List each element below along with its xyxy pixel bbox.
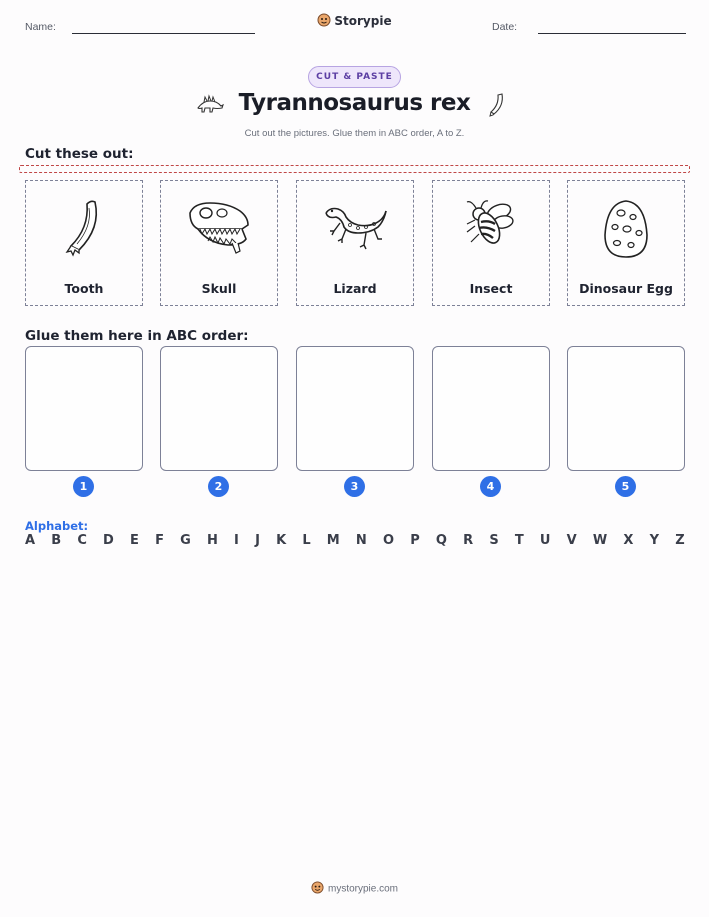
name-line bbox=[72, 33, 255, 34]
card-label: Skull bbox=[201, 281, 237, 296]
insect-icon bbox=[433, 189, 549, 269]
glue-slot-3[interactable] bbox=[296, 346, 414, 471]
alphabet-letter: X bbox=[623, 533, 634, 548]
card-label: Lizard bbox=[333, 281, 377, 296]
alphabet-letter: Q bbox=[435, 533, 447, 548]
alphabet-letter: V bbox=[566, 533, 577, 548]
alphabet-letter: L bbox=[302, 533, 311, 548]
alphabet-letter: H bbox=[206, 533, 218, 548]
instructions: Cut out the pictures. Glue them in ABC order, A to Z. bbox=[244, 128, 465, 139]
alphabet-letter: C bbox=[77, 533, 87, 548]
glue-section-heading: Glue them here in ABC order: bbox=[25, 328, 249, 344]
alphabet-letter: O bbox=[382, 533, 395, 548]
alphabet-letter: K bbox=[276, 533, 287, 548]
date-label: Date: bbox=[492, 21, 518, 33]
alphabet-letter: R bbox=[463, 533, 474, 548]
alphabet-letter: U bbox=[539, 533, 551, 548]
cut-paste-badge: CUT & PASTE bbox=[308, 66, 401, 88]
alphabet-letter: Y bbox=[649, 533, 660, 548]
skull-icon bbox=[161, 189, 277, 269]
lizard-icon bbox=[297, 189, 413, 269]
card-label: Tooth bbox=[64, 281, 104, 296]
glue-slot-4[interactable] bbox=[432, 346, 550, 471]
alphabet-letter: Z bbox=[675, 533, 685, 548]
alphabet-letter: M bbox=[326, 533, 340, 548]
alphabet-letter: I bbox=[234, 533, 239, 548]
alphabet-letter: G bbox=[180, 533, 191, 548]
alphabet-letter: P bbox=[410, 533, 420, 548]
storypie-logo-icon bbox=[317, 13, 331, 30]
alphabet-label: Alphabet: bbox=[25, 519, 89, 533]
glue-slot-5[interactable] bbox=[567, 346, 685, 471]
storypie-logo-icon bbox=[311, 881, 324, 897]
alphabet-letter: E bbox=[130, 533, 139, 548]
claw-icon bbox=[488, 92, 506, 123]
cut-line bbox=[19, 165, 690, 173]
alphabet-letter: F bbox=[155, 533, 164, 548]
egg-icon bbox=[568, 189, 684, 269]
date-line bbox=[538, 33, 686, 34]
alphabet-letter: W bbox=[592, 533, 608, 548]
alphabet-row bbox=[25, 533, 685, 548]
glue-slot-1[interactable] bbox=[25, 346, 143, 471]
brand bbox=[0, 13, 709, 30]
slot-number-2: 2 bbox=[208, 476, 229, 497]
cut-section-heading: Cut these out: bbox=[25, 146, 134, 162]
cut-card-skull[interactable] bbox=[160, 180, 278, 306]
card-label: Insect bbox=[469, 281, 513, 296]
alphabet-letter: D bbox=[103, 533, 114, 548]
alphabet-letter: B bbox=[51, 533, 62, 548]
cut-card-insect[interactable] bbox=[432, 180, 550, 306]
cut-card-lizard[interactable] bbox=[296, 180, 414, 306]
tooth-icon bbox=[26, 189, 142, 269]
glue-slot-2[interactable] bbox=[160, 346, 278, 471]
card-label: Dinosaur Egg bbox=[579, 281, 673, 296]
brand-name: Storypie bbox=[334, 14, 392, 28]
slot-number-4: 4 bbox=[480, 476, 501, 497]
slot-number-5: 5 bbox=[615, 476, 636, 497]
cut-card-tooth[interactable] bbox=[25, 180, 143, 306]
slot-number-3: 3 bbox=[344, 476, 365, 497]
alphabet-letter: J bbox=[255, 533, 260, 548]
footer-url: mystorypie.com bbox=[327, 883, 398, 895]
page-title: Tyrannosaurus rex bbox=[238, 90, 471, 116]
slot-number-1: 1 bbox=[73, 476, 94, 497]
cut-card-egg[interactable] bbox=[567, 180, 685, 306]
name-label: Name: bbox=[25, 21, 56, 33]
alphabet-letter: N bbox=[355, 533, 367, 548]
footer bbox=[0, 881, 709, 897]
alphabet-letter: S bbox=[489, 533, 499, 548]
alphabet-letter: A bbox=[25, 533, 36, 548]
alphabet-letter: T bbox=[514, 533, 524, 548]
